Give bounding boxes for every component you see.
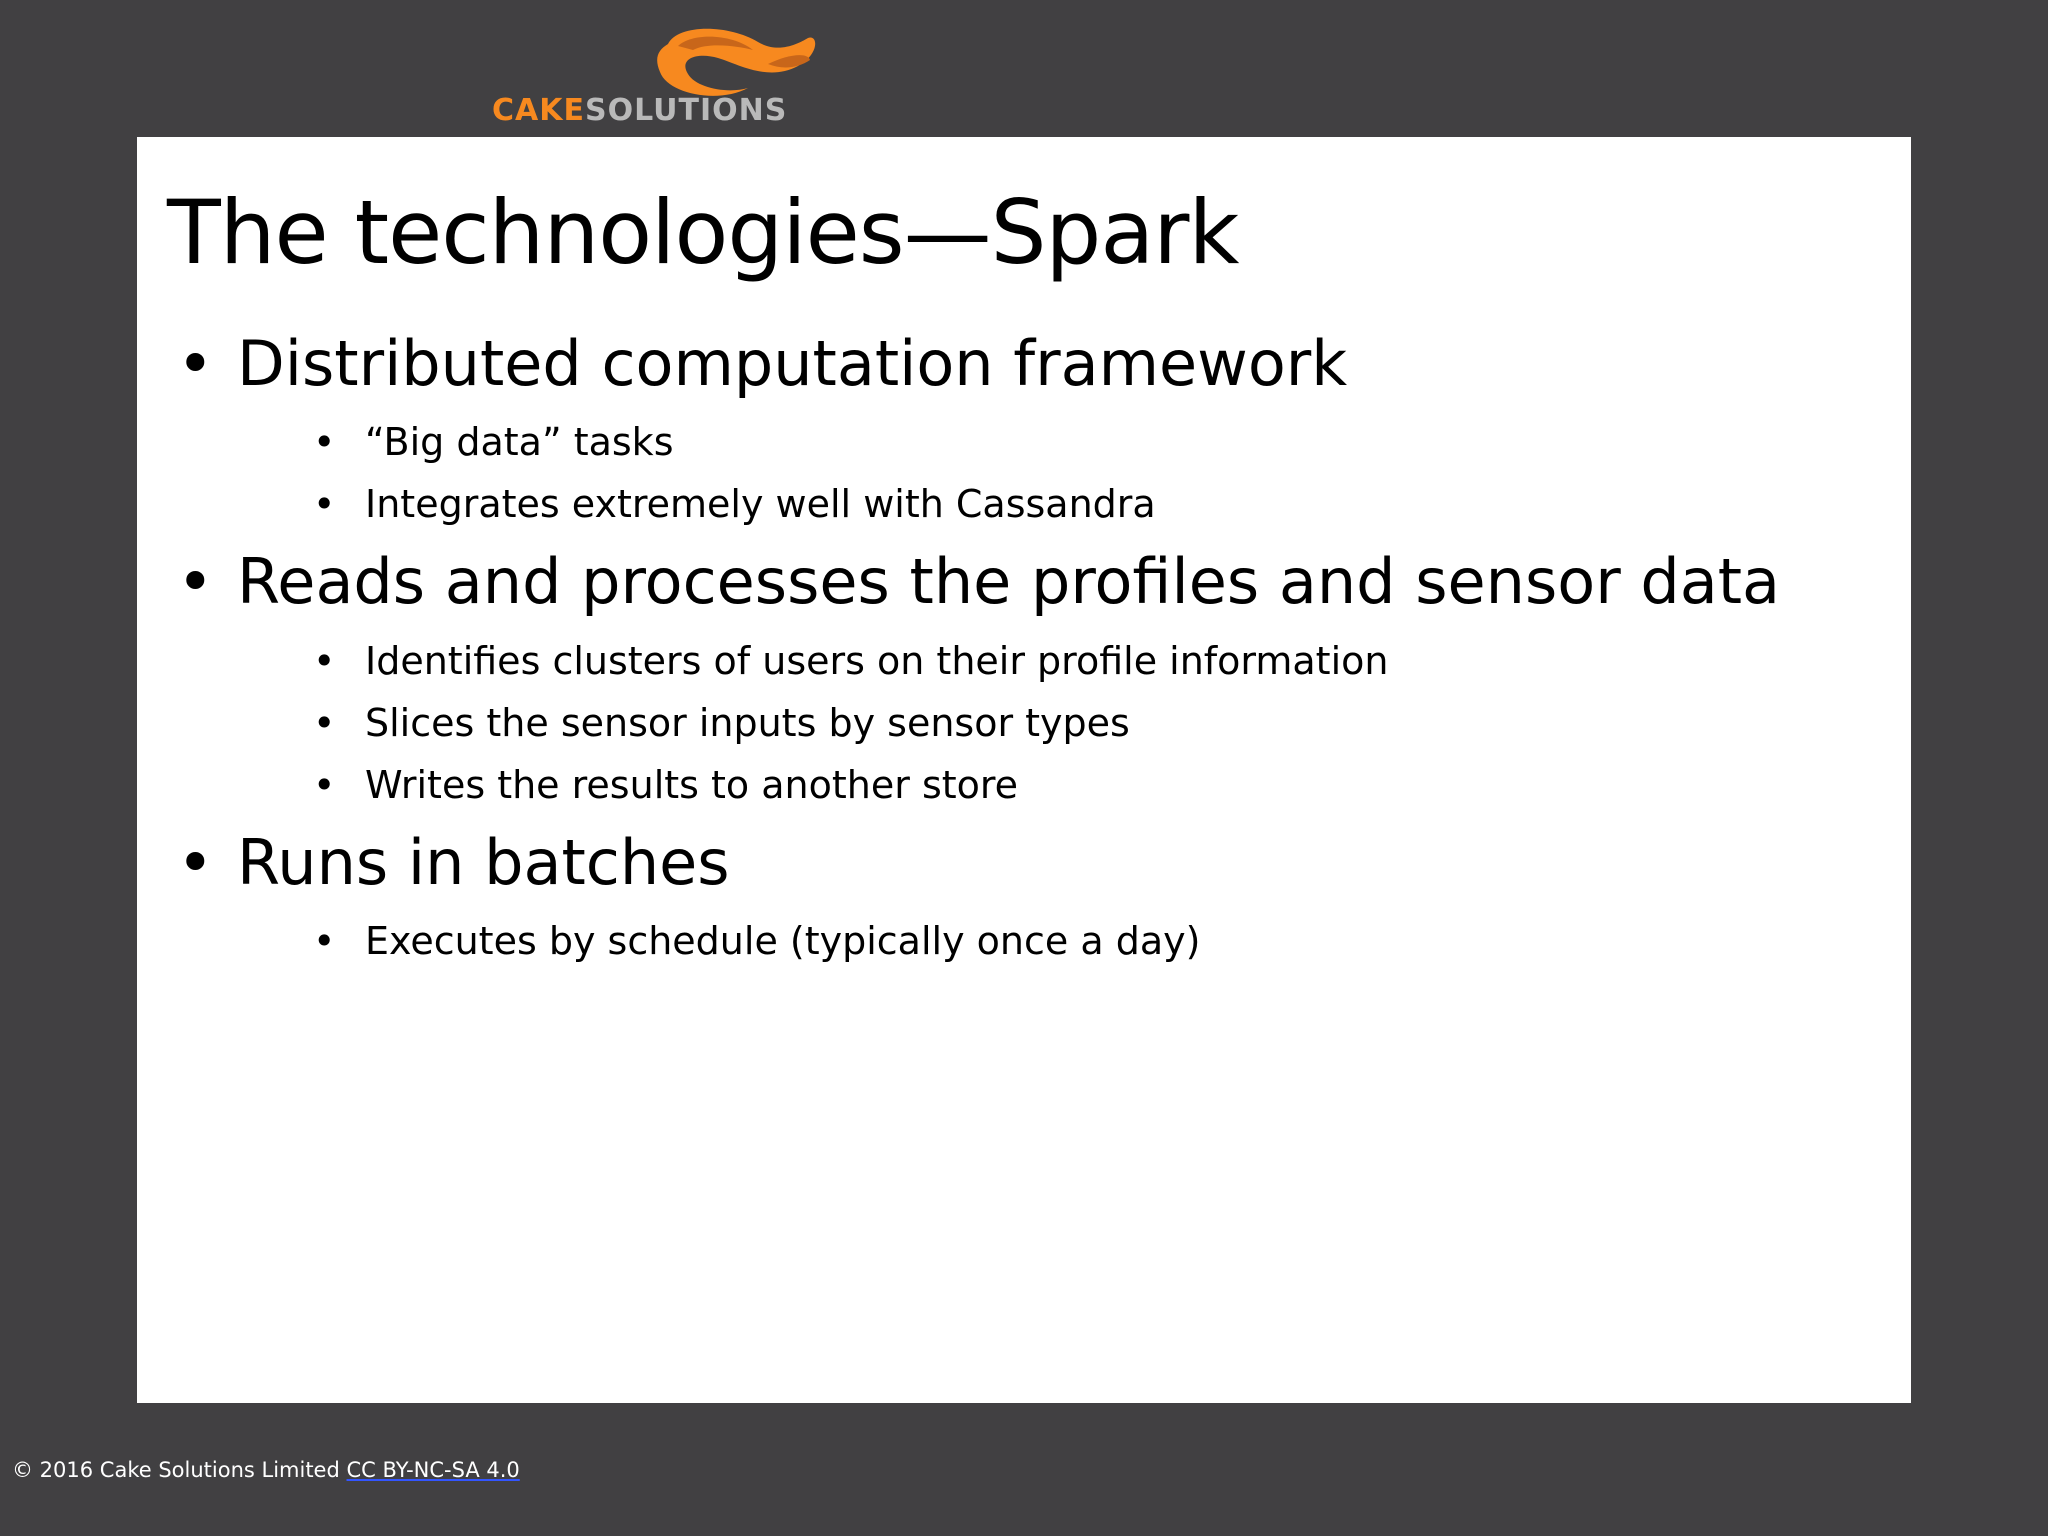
bullet-text: Distributed computation framework [237, 327, 1348, 400]
sub-bullet-text: Writes the results to another store [365, 762, 1019, 807]
bullet-dot-icon: • [177, 327, 214, 400]
bullet-dot-icon: • [177, 825, 214, 899]
sub-bullet-text: “Big data” tasks [365, 420, 674, 465]
sub-bullet-text: Executes by schedule (typically once a day) [365, 919, 1201, 964]
bullet-dot-icon: • [313, 638, 336, 683]
logo-text-cake: CAKE [492, 93, 585, 128]
bullet-dot-icon: • [313, 482, 336, 527]
license-link[interactable]: CC BY-NC-SA 4.0 [346, 1458, 520, 1482]
copyright-text: © 2016 Cake Solutions Limited [12, 1458, 340, 1482]
sub-bullet-list [237, 910, 1780, 972]
bullet-dot-icon: • [313, 919, 336, 964]
sub-bullet-text: Identifies clusters of users on their profile information [365, 638, 1389, 683]
logo-wordmark [492, 93, 788, 128]
bullet-dot-icon: • [313, 762, 336, 807]
sub-bullet-text: Slices the sensor inputs by sensor types [365, 700, 1130, 745]
slide-title: The technologies—Spark [167, 181, 1239, 284]
bullet-dot-icon: • [313, 420, 336, 465]
slide-canvas [137, 137, 1911, 1403]
bullet-item [177, 826, 1780, 972]
sub-bullet-item [237, 754, 1780, 816]
sub-bullet-item [237, 910, 1780, 972]
bullet-dot-icon: • [177, 545, 214, 619]
logo-text-solutions: SOLUTIONS [584, 93, 788, 128]
sub-bullet-text: Integrates extremely well with Cassandra [365, 482, 1156, 527]
bullet-text: Runs in batches [237, 825, 730, 899]
bullet-list [177, 327, 1780, 972]
sub-bullet-item [237, 630, 1780, 692]
sub-bullet-list [237, 411, 1780, 535]
sub-bullet-item [237, 473, 1780, 535]
sub-bullet-item [237, 692, 1780, 754]
sub-bullet-list [237, 630, 1780, 816]
bullet-item [177, 327, 1780, 535]
logo-mark-icon [648, 24, 818, 102]
bullet-text: Reads and processes the profiles and sensor data [237, 545, 1781, 619]
footer-copyright [12, 1458, 520, 1482]
bullet-item [177, 545, 1780, 815]
bullet-dot-icon: • [313, 700, 336, 745]
cake-solutions-logo [488, 24, 818, 134]
sub-bullet-item [237, 411, 1780, 473]
